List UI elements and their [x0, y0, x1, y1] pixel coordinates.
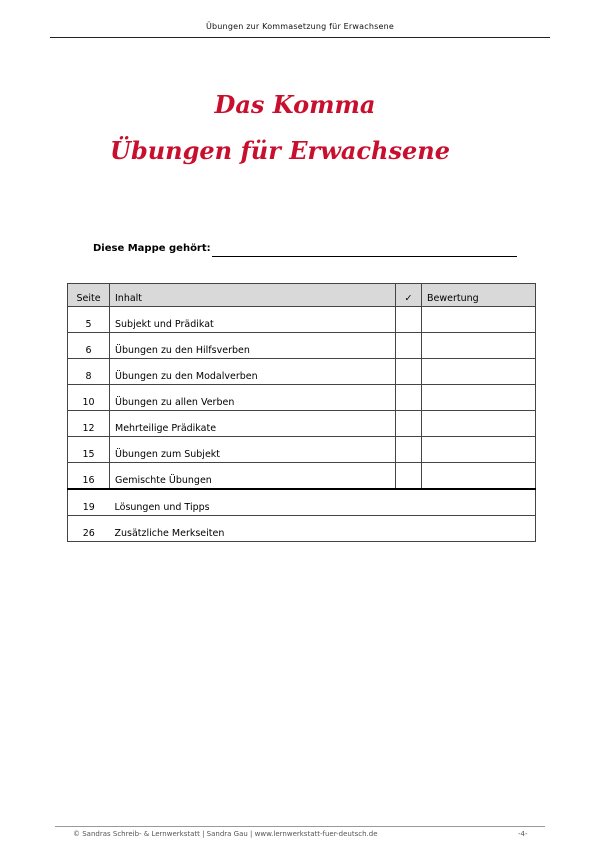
row-check-cell[interactable] [396, 333, 422, 359]
table-header-row [68, 284, 536, 307]
table-row [68, 463, 536, 490]
row-content: Subjekt und Prädikat [110, 307, 396, 333]
owner-label: Diese Mappe gehört: [93, 243, 211, 254]
running-header: Übungen zur Kommasetzung für Erwachsene [205, 22, 395, 31]
row-content: Zusätzliche Merkseiten [110, 516, 536, 542]
header-divider [50, 37, 550, 38]
subtitle: Übungen für Erwachsene [110, 136, 450, 165]
table-row [68, 359, 536, 385]
footer-divider [55, 826, 545, 827]
footer-credits: © Sandras Schreib- & Lernwerkstatt | Sandra Gau | www.lernwerkstatt-fuer-deutsch.de [73, 830, 378, 838]
row-page: 16 [68, 463, 110, 490]
table-row [68, 385, 536, 411]
row-content: Übungen zu allen Verben [110, 385, 396, 411]
row-page: 15 [68, 437, 110, 463]
header-check: ✓ [396, 284, 422, 307]
row-content: Übungen zum Subjekt [110, 437, 396, 463]
row-rating-cell[interactable] [422, 333, 536, 359]
row-content: Übungen zu den Modalverben [110, 359, 396, 385]
row-page: 6 [68, 333, 110, 359]
row-rating-cell[interactable] [422, 411, 536, 437]
row-content: Übungen zu den Hilfsverben [110, 333, 396, 359]
row-rating-cell[interactable] [422, 437, 536, 463]
row-content: Lösungen und Tipps [110, 489, 536, 516]
row-page: 5 [68, 307, 110, 333]
table-row [68, 333, 536, 359]
table-row [68, 411, 536, 437]
row-content: Mehrteilige Prädikate [110, 411, 396, 437]
row-check-cell[interactable] [396, 463, 422, 490]
row-page: 8 [68, 359, 110, 385]
row-check-cell[interactable] [396, 359, 422, 385]
table-row [68, 516, 536, 542]
row-check-cell[interactable] [396, 385, 422, 411]
table-row [68, 489, 536, 516]
row-rating-cell[interactable] [422, 463, 536, 490]
header-rating: Bewertung [422, 284, 536, 307]
row-page: 19 [68, 489, 110, 516]
table-row [68, 307, 536, 333]
row-page: 26 [68, 516, 110, 542]
row-rating-cell[interactable] [422, 385, 536, 411]
row-page: 10 [68, 385, 110, 411]
row-rating-cell[interactable] [422, 359, 536, 385]
contents-table [67, 283, 536, 542]
main-title: Das Komma [214, 90, 376, 119]
row-check-cell[interactable] [396, 411, 422, 437]
row-check-cell[interactable] [396, 307, 422, 333]
row-check-cell[interactable] [396, 437, 422, 463]
page-number: -4- [518, 830, 528, 838]
header-content: Inhalt [110, 284, 396, 307]
owner-name-line[interactable] [212, 256, 517, 257]
row-rating-cell[interactable] [422, 307, 536, 333]
header-page: Seite [68, 284, 110, 307]
table-row [68, 437, 536, 463]
row-page: 12 [68, 411, 110, 437]
row-content: Gemischte Übungen [110, 463, 396, 490]
